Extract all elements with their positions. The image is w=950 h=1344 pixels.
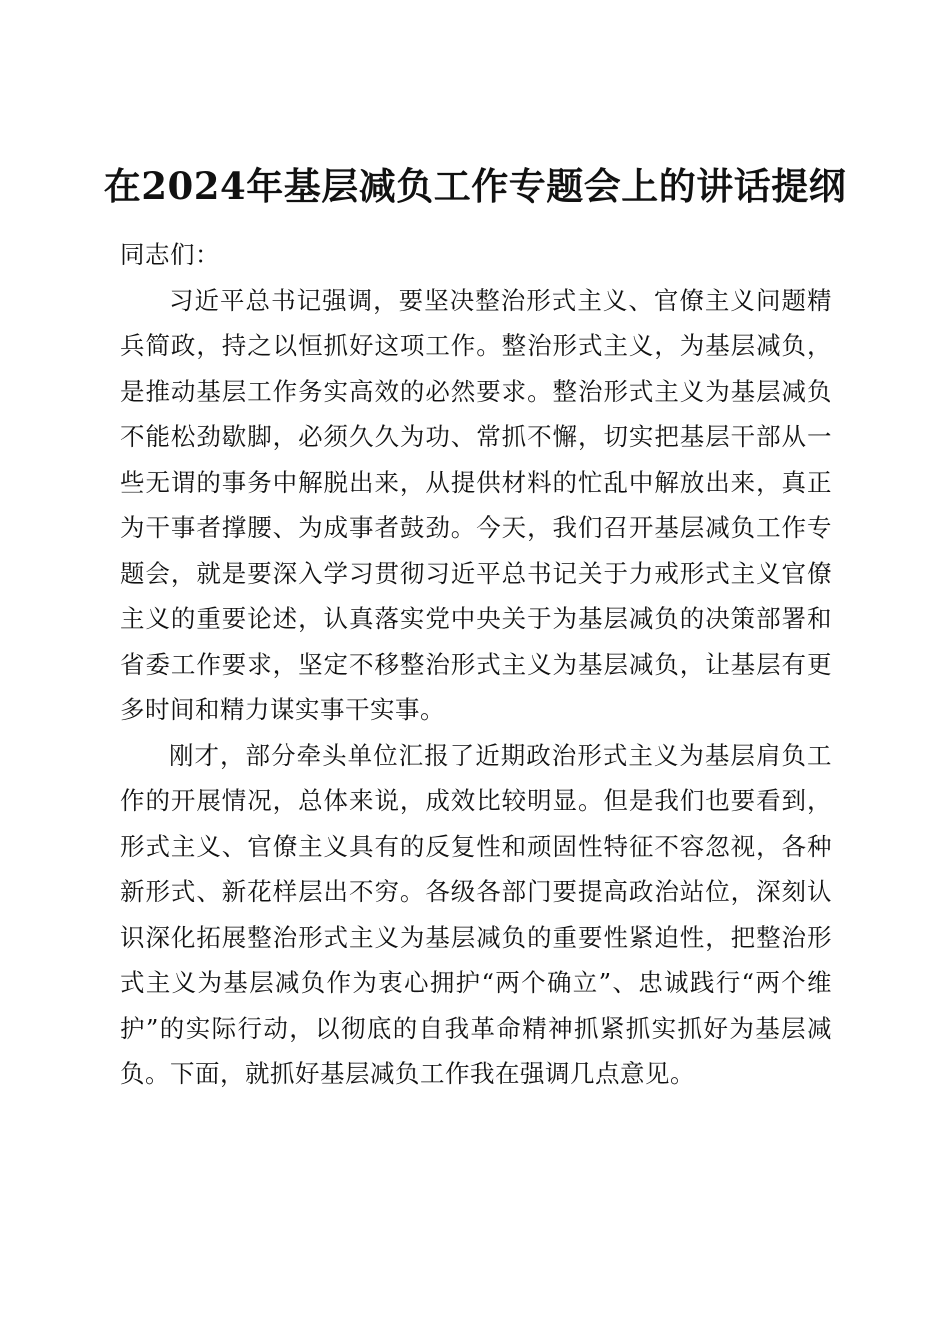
document-title: 在2024年基层减负工作专题会上的讲话提纲	[103, 163, 847, 208]
salutation: 同志们：	[120, 240, 220, 269]
paragraph-2: 刚才，部分牵头单位汇报了近期政治形式主义为基层肩负工作的开展情况，总体来说，成效比较明显。但是我们也要看到，形式主义、官僚主义具有的反复性和顽固性特征不容忽视，各种新形式、新花样层出不穷。各级各部门要提高政治站位，深刻认识深化拓展整治形式主义为基层减负的重要性紧迫性，把整治形式主义为基层减负作为衷心拥护“两个确立”、忠诚践行“两个维护”的实际行动，以彻底的自我革命精神抓紧抓实抓好为基层减负。下面，就抓好基层减负工作我在强调几点意见。	[120, 740, 832, 1088]
paragraph-1: 习近平总书记强调，要坚决整治形式主义、官僚主义问题精兵简政，持之以恒抓好这项工作。整治形式主义，为基层减负，是推动基层工作务实高效的必然要求。整治形式主义为基层减负不能松劲歇脚，必须久久为功、常抓不懈，切实把基层干部从一些无谓的事务中解脱出来，从提供材料的忙乱中解放出来，真正为干事者撑腰、为成事者鼓劲。今天，我们召开基层减负工作专题会，就是要深入学习贯彻习近平总书记关于力戒形式主义官僚主义的重要论述，认真落实党中央关于为基层减负的决策部署和省委工作要求，坚定不移整治形式主义为基层减负，让基层有更多时间和精力谋实事干实事。	[120, 285, 832, 724]
document-body	[120, 232, 832, 1097]
